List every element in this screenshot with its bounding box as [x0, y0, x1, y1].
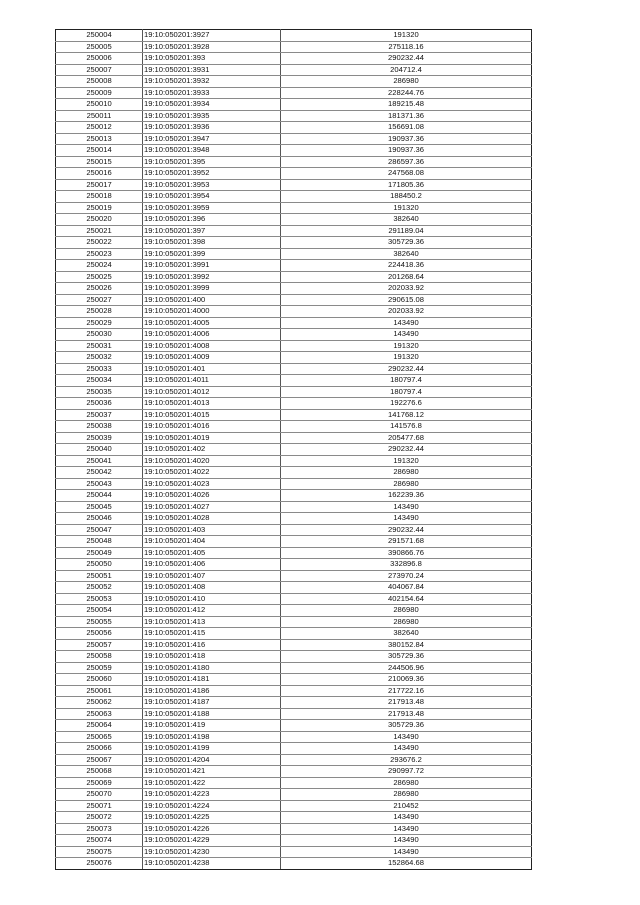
- row-reference-cell: 19:10:050201:4181: [143, 674, 281, 686]
- table-row: [56, 87, 532, 99]
- row-amount-cell: 286980: [281, 478, 532, 490]
- row-id-cell: 250041: [56, 455, 143, 467]
- row-amount-cell: 156691.08: [281, 122, 532, 134]
- table-row: [56, 225, 532, 237]
- table-row: [56, 789, 532, 801]
- row-reference-cell: 19:10:050201:4226: [143, 823, 281, 835]
- row-reference-cell: 19:10:050201:3934: [143, 99, 281, 111]
- row-id-cell: 250059: [56, 662, 143, 674]
- table-row: [56, 398, 532, 410]
- row-amount-cell: 190937.36: [281, 133, 532, 145]
- row-amount-cell: 210069.36: [281, 674, 532, 686]
- table-row: [56, 731, 532, 743]
- row-amount-cell: 305729.36: [281, 651, 532, 663]
- row-id-cell: 250046: [56, 513, 143, 525]
- table-row: [56, 41, 532, 53]
- row-amount-cell: 332896.8: [281, 559, 532, 571]
- table-row: [56, 823, 532, 835]
- row-reference-cell: 19:10:050201:4012: [143, 386, 281, 398]
- row-reference-cell: 19:10:050201:4000: [143, 306, 281, 318]
- row-reference-cell: 19:10:050201:3991: [143, 260, 281, 272]
- table-row: [56, 283, 532, 295]
- row-reference-cell: 19:10:050201:3959: [143, 202, 281, 214]
- row-amount-cell: 382640: [281, 628, 532, 640]
- row-id-cell: 250012: [56, 122, 143, 134]
- row-id-cell: 250067: [56, 754, 143, 766]
- row-reference-cell: 19:10:050201:4199: [143, 743, 281, 755]
- row-reference-cell: 19:10:050201:4022: [143, 467, 281, 479]
- table-row: [56, 237, 532, 249]
- row-id-cell: 250051: [56, 570, 143, 582]
- table-row: [56, 605, 532, 617]
- row-amount-cell: 180797.4: [281, 375, 532, 387]
- row-reference-cell: 19:10:050201:4230: [143, 846, 281, 858]
- row-amount-cell: 217913.48: [281, 697, 532, 709]
- table-row: [56, 352, 532, 364]
- row-reference-cell: 19:10:050201:4180: [143, 662, 281, 674]
- table-row: [56, 455, 532, 467]
- row-reference-cell: 19:10:050201:401: [143, 363, 281, 375]
- row-amount-cell: 143490: [281, 743, 532, 755]
- table-row: [56, 363, 532, 375]
- row-reference-cell: 19:10:050201:3928: [143, 41, 281, 53]
- row-id-cell: 250033: [56, 363, 143, 375]
- row-amount-cell: 286980: [281, 777, 532, 789]
- table-row: [56, 444, 532, 456]
- row-reference-cell: 19:10:050201:4027: [143, 501, 281, 513]
- row-reference-cell: 19:10:050201:4013: [143, 398, 281, 410]
- row-amount-cell: 290232.44: [281, 363, 532, 375]
- row-id-cell: 250034: [56, 375, 143, 387]
- row-amount-cell: 191320: [281, 340, 532, 352]
- row-reference-cell: 19:10:050201:419: [143, 720, 281, 732]
- row-amount-cell: 217913.48: [281, 708, 532, 720]
- row-reference-cell: 19:10:050201:4026: [143, 490, 281, 502]
- row-amount-cell: 305729.36: [281, 237, 532, 249]
- table-row: [56, 329, 532, 341]
- row-amount-cell: 293676.2: [281, 754, 532, 766]
- table-row: [56, 593, 532, 605]
- row-reference-cell: 19:10:050201:3936: [143, 122, 281, 134]
- row-id-cell: 250013: [56, 133, 143, 145]
- row-reference-cell: 19:10:050201:3999: [143, 283, 281, 295]
- row-id-cell: 250038: [56, 421, 143, 433]
- row-reference-cell: 19:10:050201:4005: [143, 317, 281, 329]
- row-reference-cell: 19:10:050201:3953: [143, 179, 281, 191]
- row-id-cell: 250028: [56, 306, 143, 318]
- row-amount-cell: 286980: [281, 605, 532, 617]
- row-amount-cell: 290615.08: [281, 294, 532, 306]
- table-row: [56, 743, 532, 755]
- table-row: [56, 271, 532, 283]
- row-reference-cell: 19:10:050201:4238: [143, 858, 281, 870]
- row-reference-cell: 19:10:050201:404: [143, 536, 281, 548]
- row-amount-cell: 286980: [281, 76, 532, 88]
- table-row: [56, 582, 532, 594]
- row-amount-cell: 152864.68: [281, 858, 532, 870]
- row-amount-cell: 141768.12: [281, 409, 532, 421]
- table-row: [56, 639, 532, 651]
- row-amount-cell: 141576.8: [281, 421, 532, 433]
- row-amount-cell: 286980: [281, 616, 532, 628]
- table-row: [56, 501, 532, 513]
- row-id-cell: 250064: [56, 720, 143, 732]
- row-id-cell: 250027: [56, 294, 143, 306]
- row-id-cell: 250053: [56, 593, 143, 605]
- row-reference-cell: 19:10:050201:413: [143, 616, 281, 628]
- row-reference-cell: 19:10:050201:408: [143, 582, 281, 594]
- table-row: [56, 133, 532, 145]
- row-reference-cell: 19:10:050201:4015: [143, 409, 281, 421]
- row-id-cell: 250057: [56, 639, 143, 651]
- table-row: [56, 191, 532, 203]
- row-reference-cell: 19:10:050201:3927: [143, 30, 281, 42]
- row-id-cell: 250066: [56, 743, 143, 755]
- table-row: [56, 559, 532, 571]
- table-row: [56, 260, 532, 272]
- row-id-cell: 250047: [56, 524, 143, 536]
- row-amount-cell: 224418.36: [281, 260, 532, 272]
- row-amount-cell: 210452: [281, 800, 532, 812]
- table-row: [56, 145, 532, 157]
- table-row: [56, 754, 532, 766]
- row-id-cell: 250073: [56, 823, 143, 835]
- row-reference-cell: 19:10:050201:406: [143, 559, 281, 571]
- row-amount-cell: 143490: [281, 317, 532, 329]
- row-amount-cell: 143490: [281, 823, 532, 835]
- table-row: [56, 202, 532, 214]
- row-amount-cell: 404067.84: [281, 582, 532, 594]
- row-reference-cell: 19:10:050201:415: [143, 628, 281, 640]
- row-reference-cell: 19:10:050201:398: [143, 237, 281, 249]
- row-id-cell: 250039: [56, 432, 143, 444]
- row-amount-cell: 382640: [281, 248, 532, 260]
- row-id-cell: 250025: [56, 271, 143, 283]
- row-reference-cell: 19:10:050201:418: [143, 651, 281, 663]
- row-reference-cell: 19:10:050201:4186: [143, 685, 281, 697]
- row-id-cell: 250072: [56, 812, 143, 824]
- row-reference-cell: 19:10:050201:395: [143, 156, 281, 168]
- row-id-cell: 250026: [56, 283, 143, 295]
- row-amount-cell: 290232.44: [281, 444, 532, 456]
- row-id-cell: 250036: [56, 398, 143, 410]
- row-amount-cell: 188450.2: [281, 191, 532, 203]
- row-amount-cell: 181371.36: [281, 110, 532, 122]
- row-amount-cell: 402154.64: [281, 593, 532, 605]
- row-id-cell: 250068: [56, 766, 143, 778]
- row-id-cell: 250031: [56, 340, 143, 352]
- row-amount-cell: 143490: [281, 513, 532, 525]
- table-row: [56, 570, 532, 582]
- data-table: [55, 29, 532, 870]
- row-reference-cell: 19:10:050201:4229: [143, 835, 281, 847]
- table-row: [56, 858, 532, 870]
- row-amount-cell: 171805.36: [281, 179, 532, 191]
- row-id-cell: 250004: [56, 30, 143, 42]
- table-row: [56, 628, 532, 640]
- row-reference-cell: 19:10:050201:4011: [143, 375, 281, 387]
- row-amount-cell: 286980: [281, 467, 532, 479]
- row-amount-cell: 305729.36: [281, 720, 532, 732]
- row-reference-cell: 19:10:050201:4019: [143, 432, 281, 444]
- row-reference-cell: 19:10:050201:4188: [143, 708, 281, 720]
- table-row: [56, 777, 532, 789]
- table-row: [56, 697, 532, 709]
- row-amount-cell: 291571.68: [281, 536, 532, 548]
- row-reference-cell: 19:10:050201:407: [143, 570, 281, 582]
- row-amount-cell: 201268.64: [281, 271, 532, 283]
- row-id-cell: 250016: [56, 168, 143, 180]
- row-amount-cell: 143490: [281, 835, 532, 847]
- table-row: [56, 467, 532, 479]
- row-id-cell: 250048: [56, 536, 143, 548]
- table-row: [56, 179, 532, 191]
- row-amount-cell: 228244.76: [281, 87, 532, 99]
- row-id-cell: 250069: [56, 777, 143, 789]
- row-id-cell: 250058: [56, 651, 143, 663]
- table-row: [56, 99, 532, 111]
- row-amount-cell: 290232.44: [281, 524, 532, 536]
- table-row: [56, 547, 532, 559]
- row-id-cell: 250008: [56, 76, 143, 88]
- row-reference-cell: 19:10:050201:399: [143, 248, 281, 260]
- row-reference-cell: 19:10:050201:396: [143, 214, 281, 226]
- row-reference-cell: 19:10:050201:400: [143, 294, 281, 306]
- row-reference-cell: 19:10:050201:416: [143, 639, 281, 651]
- row-reference-cell: 19:10:050201:4198: [143, 731, 281, 743]
- row-amount-cell: 247568.08: [281, 168, 532, 180]
- row-reference-cell: 19:10:050201:3952: [143, 168, 281, 180]
- table-row: [56, 421, 532, 433]
- row-amount-cell: 275118.16: [281, 41, 532, 53]
- row-id-cell: 250015: [56, 156, 143, 168]
- row-id-cell: 250054: [56, 605, 143, 617]
- row-id-cell: 250042: [56, 467, 143, 479]
- row-id-cell: 250056: [56, 628, 143, 640]
- table-row: [56, 317, 532, 329]
- row-amount-cell: 204712.4: [281, 64, 532, 76]
- row-id-cell: 250006: [56, 53, 143, 65]
- row-id-cell: 250022: [56, 237, 143, 249]
- table-row: [56, 375, 532, 387]
- table-row: [56, 766, 532, 778]
- row-amount-cell: 290997.72: [281, 766, 532, 778]
- row-reference-cell: 19:10:050201:4008: [143, 340, 281, 352]
- row-id-cell: 250045: [56, 501, 143, 513]
- row-id-cell: 250049: [56, 547, 143, 559]
- row-reference-cell: 19:10:050201:393: [143, 53, 281, 65]
- table-row: [56, 651, 532, 663]
- row-reference-cell: 19:10:050201:4023: [143, 478, 281, 490]
- row-reference-cell: 19:10:050201:4225: [143, 812, 281, 824]
- row-amount-cell: 143490: [281, 329, 532, 341]
- row-amount-cell: 290232.44: [281, 53, 532, 65]
- row-id-cell: 250005: [56, 41, 143, 53]
- row-reference-cell: 19:10:050201:3935: [143, 110, 281, 122]
- row-id-cell: 250071: [56, 800, 143, 812]
- row-id-cell: 250024: [56, 260, 143, 272]
- row-id-cell: 250009: [56, 87, 143, 99]
- row-amount-cell: 180797.4: [281, 386, 532, 398]
- row-reference-cell: 19:10:050201:4009: [143, 352, 281, 364]
- table-row: [56, 409, 532, 421]
- row-id-cell: 250007: [56, 64, 143, 76]
- row-amount-cell: 189215.48: [281, 99, 532, 111]
- row-amount-cell: 143490: [281, 731, 532, 743]
- row-amount-cell: 202033.92: [281, 283, 532, 295]
- table-row: [56, 168, 532, 180]
- row-amount-cell: 191320: [281, 455, 532, 467]
- row-amount-cell: 191320: [281, 30, 532, 42]
- row-reference-cell: 19:10:050201:4016: [143, 421, 281, 433]
- row-id-cell: 250050: [56, 559, 143, 571]
- row-id-cell: 250023: [56, 248, 143, 260]
- row-id-cell: 250060: [56, 674, 143, 686]
- table-row: [56, 685, 532, 697]
- row-amount-cell: 390866.76: [281, 547, 532, 559]
- row-id-cell: 250011: [56, 110, 143, 122]
- table-row: [56, 156, 532, 168]
- row-reference-cell: 19:10:050201:4224: [143, 800, 281, 812]
- row-id-cell: 250043: [56, 478, 143, 490]
- table-row: [56, 846, 532, 858]
- table-row: [56, 616, 532, 628]
- row-reference-cell: 19:10:050201:410: [143, 593, 281, 605]
- row-amount-cell: 291189.04: [281, 225, 532, 237]
- table-row: [56, 64, 532, 76]
- table-row: [56, 835, 532, 847]
- row-reference-cell: 19:10:050201:4020: [143, 455, 281, 467]
- table-row: [56, 432, 532, 444]
- row-reference-cell: 19:10:050201:4204: [143, 754, 281, 766]
- row-amount-cell: 382640: [281, 214, 532, 226]
- row-amount-cell: 202033.92: [281, 306, 532, 318]
- row-id-cell: 250076: [56, 858, 143, 870]
- row-reference-cell: 19:10:050201:4187: [143, 697, 281, 709]
- row-id-cell: 250063: [56, 708, 143, 720]
- table-row: [56, 214, 532, 226]
- row-reference-cell: 19:10:050201:3947: [143, 133, 281, 145]
- row-reference-cell: 19:10:050201:403: [143, 524, 281, 536]
- table-row: [56, 720, 532, 732]
- row-id-cell: 250021: [56, 225, 143, 237]
- row-id-cell: 250017: [56, 179, 143, 191]
- row-amount-cell: 244506.96: [281, 662, 532, 674]
- row-amount-cell: 143490: [281, 846, 532, 858]
- row-reference-cell: 19:10:050201:402: [143, 444, 281, 456]
- row-amount-cell: 191320: [281, 202, 532, 214]
- row-reference-cell: 19:10:050201:397: [143, 225, 281, 237]
- row-amount-cell: 273970.24: [281, 570, 532, 582]
- row-amount-cell: 143490: [281, 501, 532, 513]
- row-id-cell: 250075: [56, 846, 143, 858]
- table-body: [56, 30, 532, 870]
- row-id-cell: 250030: [56, 329, 143, 341]
- row-id-cell: 250061: [56, 685, 143, 697]
- table-row: [56, 490, 532, 502]
- row-id-cell: 250035: [56, 386, 143, 398]
- table-row: [56, 513, 532, 525]
- row-amount-cell: 217722.16: [281, 685, 532, 697]
- row-amount-cell: 286980: [281, 789, 532, 801]
- row-id-cell: 250037: [56, 409, 143, 421]
- row-id-cell: 250040: [56, 444, 143, 456]
- table-row: [56, 524, 532, 536]
- table-row: [56, 340, 532, 352]
- row-reference-cell: 19:10:050201:3948: [143, 145, 281, 157]
- row-reference-cell: 19:10:050201:3992: [143, 271, 281, 283]
- row-reference-cell: 19:10:050201:3954: [143, 191, 281, 203]
- table-row: [56, 30, 532, 42]
- row-id-cell: 250029: [56, 317, 143, 329]
- row-id-cell: 250010: [56, 99, 143, 111]
- row-id-cell: 250019: [56, 202, 143, 214]
- row-reference-cell: 19:10:050201:4006: [143, 329, 281, 341]
- row-amount-cell: 286597.36: [281, 156, 532, 168]
- row-amount-cell: 191320: [281, 352, 532, 364]
- row-id-cell: 250065: [56, 731, 143, 743]
- row-id-cell: 250052: [56, 582, 143, 594]
- row-id-cell: 250074: [56, 835, 143, 847]
- row-id-cell: 250044: [56, 490, 143, 502]
- table-row: [56, 386, 532, 398]
- table-row: [56, 674, 532, 686]
- row-amount-cell: 162239.36: [281, 490, 532, 502]
- row-id-cell: 250062: [56, 697, 143, 709]
- row-amount-cell: 192276.6: [281, 398, 532, 410]
- row-id-cell: 250055: [56, 616, 143, 628]
- row-id-cell: 250018: [56, 191, 143, 203]
- row-reference-cell: 19:10:050201:3931: [143, 64, 281, 76]
- table-row: [56, 812, 532, 824]
- table-row: [56, 76, 532, 88]
- table-row: [56, 306, 532, 318]
- table-row: [56, 708, 532, 720]
- row-id-cell: 250020: [56, 214, 143, 226]
- row-reference-cell: 19:10:050201:405: [143, 547, 281, 559]
- table-row: [56, 478, 532, 490]
- row-reference-cell: 19:10:050201:421: [143, 766, 281, 778]
- table-row: [56, 122, 532, 134]
- row-reference-cell: 19:10:050201:4028: [143, 513, 281, 525]
- row-amount-cell: 380152.84: [281, 639, 532, 651]
- row-reference-cell: 19:10:050201:412: [143, 605, 281, 617]
- row-amount-cell: 190937.36: [281, 145, 532, 157]
- row-amount-cell: 143490: [281, 812, 532, 824]
- row-reference-cell: 19:10:050201:4223: [143, 789, 281, 801]
- table-row: [56, 662, 532, 674]
- row-id-cell: 250070: [56, 789, 143, 801]
- row-id-cell: 250014: [56, 145, 143, 157]
- table-row: [56, 110, 532, 122]
- row-amount-cell: 205477.68: [281, 432, 532, 444]
- row-reference-cell: 19:10:050201:3933: [143, 87, 281, 99]
- row-reference-cell: 19:10:050201:422: [143, 777, 281, 789]
- table-row: [56, 800, 532, 812]
- row-id-cell: 250032: [56, 352, 143, 364]
- row-reference-cell: 19:10:050201:3932: [143, 76, 281, 88]
- table-row: [56, 294, 532, 306]
- table-row: [56, 53, 532, 65]
- table-row: [56, 248, 532, 260]
- table-row: [56, 536, 532, 548]
